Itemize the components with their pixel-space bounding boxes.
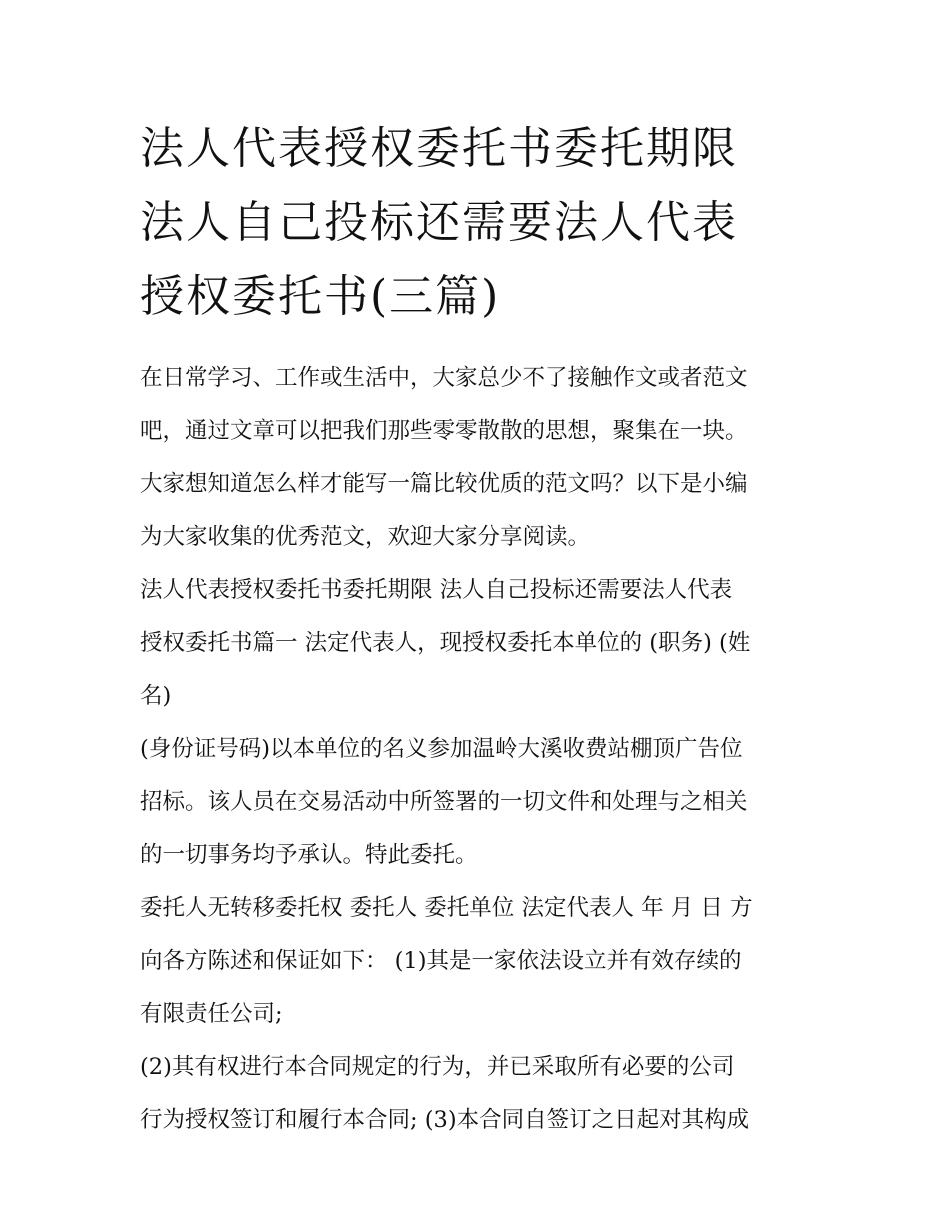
body-line: 行为授权签订和履行本合同; (3)本合同自签订之日起对其构成 (140, 1107, 750, 1133)
title-line: 法人代表授权委托书委托期限 (140, 123, 738, 174)
body-line: 向各方陈述和保证如下： (1)其是一家依法设立并有效存续的 (140, 948, 742, 974)
page-title (140, 112, 820, 334)
body-line: 在日常学习、工作或生活中，大家总少不了接触作文或者范文 (140, 365, 748, 391)
body-line: 有限责任公司; (140, 1001, 283, 1027)
body-line: 大家想知道怎么样才能写一篇比较优质的范文吗？以下是小编 (140, 471, 748, 497)
title-line: 授权委托书(三篇) (140, 271, 501, 322)
body-line: 吧，通过文章可以把我们那些零零散散的思想，聚集在一块。 (140, 418, 748, 444)
body-line: 委托人无转移委托权 委托人 委托单位 法定代表人 年 月 日 方 (140, 895, 753, 921)
title-line: 法人自己投标还需要法人代表 (140, 197, 738, 248)
body-line: 名) (140, 683, 172, 709)
body-line: 法人代表授权委托书委托期限 法人自己投标还需要法人代表 (140, 577, 733, 603)
body-line: 为大家收集的优秀范文，欢迎大家分享阅读。 (140, 524, 591, 550)
body-line: 授权委托书篇一 法定代表人，现授权委托本单位的 (职务) (姓 (140, 630, 751, 656)
body-line: (2)其有权进行本合同规定的行为，并已采取所有必要的公司 (140, 1054, 735, 1080)
body-line: 的一切事务均予承认。特此委托。 (140, 842, 478, 868)
body-line: (身份证号码)以本单位的名义参加温岭大溪收费站棚顶广告位 (140, 736, 743, 762)
document-body (140, 352, 830, 1147)
body-line: 招标。该人员在交易活动中所签署的一切文件和处理与之相关 (140, 789, 748, 815)
